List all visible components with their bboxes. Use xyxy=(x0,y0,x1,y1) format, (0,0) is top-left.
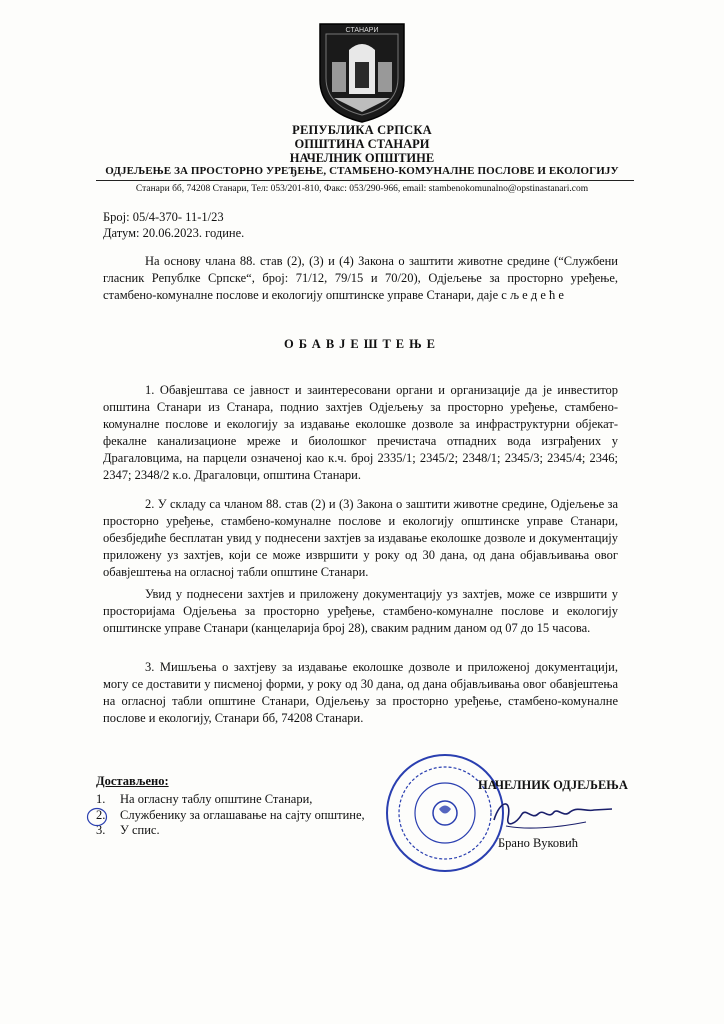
delivery-item-text: У спис. xyxy=(120,823,160,837)
delivery-item-number: 2. xyxy=(96,807,106,822)
document-title: ОБАВЈЕШТЕЊЕ xyxy=(283,337,441,351)
municipal-coat-of-arms xyxy=(316,20,408,124)
reference-number: Број: 05/4-370- 11-1/23 xyxy=(103,210,224,224)
header-municipality: ОПШТИНА СТАНАРИ xyxy=(294,137,430,151)
delivery-title: Достављено: xyxy=(96,774,169,788)
paragraph-2: 2. У складу са чланом 88. став (2) и (3) Закона о заштити животне средине, Одјељење за просторно уређење, стамбено-комуналне послове и екологију општинске управе Станари, обезбједиће бесплатан увид у поднесени захтјев за издавање еколошке дозволе и документацију приложену уз захтјев, који се може извршити у року од 30 дана, од дана објављивања овог обавјештења на огласној табли општине Станари. xyxy=(103,497,618,579)
signatory-name: Брано Вуковић xyxy=(498,836,578,850)
signature-title: НАЧЕЛНИК ОДЈЕЉЕЊА xyxy=(478,778,628,792)
header-divider xyxy=(96,180,634,181)
header-department: ОДЈЕЉЕЊЕ ЗА ПРОСТОРНО УРЕЂЕЊЕ, СТАМБЕНО-КОМУНАЛНЕ ПОСЛОВЕ И ЕКОЛОГИЈУ xyxy=(105,165,619,177)
paragraph-inspection: Увид у поднесени захтјев и приложену документацију уз захтјев, може се извршити у просторијама Одјељења за просторно уређење, стамбено-комуналне послове и екологију општинске управе Станари (канцеларија број 28), сваким радним даном од 07 до 15 часова. xyxy=(103,587,618,635)
intro-paragraph: На основу члана 88. став (2), (3) и (4) Закона о заштити животне средине (“Службени гласник Републке Српске“, број: 71/12, 79/15 и 70/20), Одјељење за просторно уређење, стамбено-комуналне послове и екологију општинске управе Станари, даје с љ е д е ћ е xyxy=(103,254,618,302)
delivery-item-number: 1. xyxy=(96,792,106,806)
delivery-item-text: Службенику за оглашавање на сајту општине, xyxy=(120,807,365,822)
delivery-item xyxy=(96,792,365,808)
paragraph-3: 3. Мишљења о захтјеву за издавање еколошке дозволе и приложеној документацији, могу се доставити у писменој форми, у року од 30 дана, од дана објављивања овог обавјештења на огласној табли општине Станари, Одјељењу за просторно уређење, стамбено-комуналне послове и екологију, Станари бб, 74208 Станари. xyxy=(103,660,618,725)
delivery-item xyxy=(96,823,365,839)
handwritten-circle-mark xyxy=(86,806,108,828)
handwritten-signature xyxy=(486,790,616,838)
paragraph-1: 1. Обавјештава се јавност и заинтересовани органи и организације да је инвеститор општина Станари из Станара, поднио захтјев Одјељењу за просторно уређење, стамбено-комуналне послове и екологију за издавање еколошке дозволе за инфраструктурни објекат-фекалне канализационе мреже и биолошког пречистача отпадних вода изграђених у Драгаловцима, на парцели означеној као к.ч. број 2335/1; 2345/2; 2348/1; 2345/3; 2345/4; 2346; 2347; 2348/2 к.о. Драгаловци, општина Станари. xyxy=(103,383,618,482)
crest-label: СТАНАРИ xyxy=(345,27,379,34)
reference-date: Датум: 20.06.2023. године. xyxy=(103,226,245,240)
header-republic: РЕПУБЛИКА СРПСКА xyxy=(292,123,432,137)
delivery-item-number: 3. xyxy=(96,823,106,837)
delivery-list xyxy=(96,792,365,839)
header-contact: Станари бб, 74208 Станари, Тел: 053/201-810, Факс: 053/290-966, email: stambenokomunalno@opstinastanari.com xyxy=(135,184,589,194)
header-office: НАЧЕЛНИК ОПШТИНЕ xyxy=(289,151,435,165)
delivery-item xyxy=(96,808,365,824)
delivery-item-text: На огласну таблу општине Станари, xyxy=(120,792,313,806)
